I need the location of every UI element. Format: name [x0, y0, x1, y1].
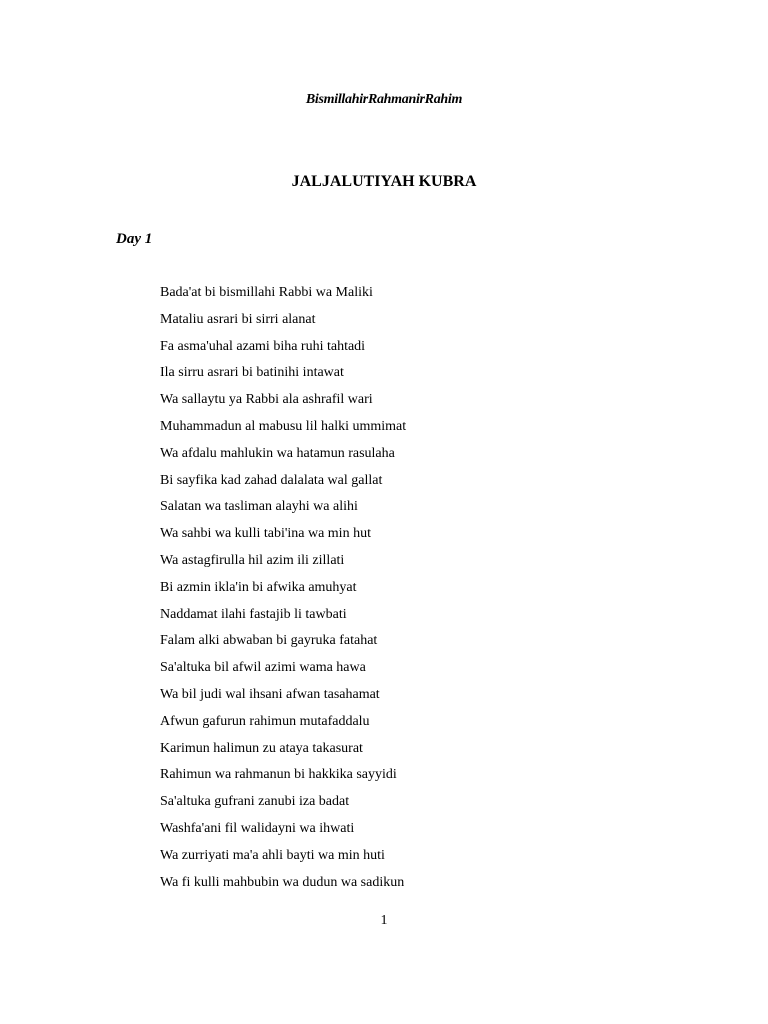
document-title: JALJALUTIYAH KUBRA [291, 173, 477, 190]
invocation-heading: BismillahirRahmanirRahim [305, 92, 463, 107]
verse-line: Mataliu asrari bi sirri alanat [160, 311, 316, 327]
verse-line: Naddamat ilahi fastajib li tawbati [160, 606, 347, 622]
verse-line: Muhammadun al mabusu lil halki ummimat [160, 418, 407, 434]
verse-line: Bada'at bi bismillahi Rabbi wa Maliki [160, 285, 373, 300]
verse-line: Wa astagfirulla hil azim ili zillati [160, 552, 345, 568]
verse-line: Fa asma'uhal azami biha ruhi tahtadi [160, 338, 366, 354]
verse-line: Wa zurriyati ma'a ahli bayti wa min huti [160, 847, 385, 863]
verse-line: Bi azmin ikla'in bi afwika amuhyat [160, 579, 357, 595]
verse-line: Wa afdalu mahlukin wa hatamun rasulaha [160, 445, 395, 461]
verse-line: Wa sallaytu ya Rabbi ala ashrafil wari [160, 392, 373, 408]
verse-line: Falam alki abwaban bi gayruka fatahat [160, 633, 378, 649]
verse-list [160, 284, 406, 900]
verse-line: Bi sayfika kad zahad dalalata wal gallat [160, 472, 383, 488]
verse-line: Afwun gafurun rahimun mutafaddalu [160, 713, 370, 729]
verse-line: Ila sirru asrari bi batinihi intawat [160, 365, 344, 381]
verse-line: Karimun halimun zu ataya takasurat [160, 740, 363, 756]
verse-line: Wa fi kulli mahbubin wa dudun wa sadikun [160, 874, 405, 890]
verse-line: Washfa'ani fil walidayni wa ihwati [160, 820, 355, 836]
verse-line: Wa sahbi wa kulli tabi'ina wa min hut [160, 526, 371, 542]
verse-line: Sa'altuka gufrani zanubi iza badat [160, 794, 350, 810]
verse-line: Salatan wa tasliman alayhi wa alihi [160, 499, 358, 515]
verse-line: Wa bil judi wal ihsani afwan tasahamat [160, 686, 380, 702]
verse-line: Rahimun wa rahmanun bi hakkika sayyidi [160, 767, 397, 783]
page-number: 1 [380, 913, 388, 928]
day-heading: Day 1 [116, 231, 153, 247]
verse-line: Sa'altuka bil afwil azimi wama hawa [160, 660, 366, 676]
